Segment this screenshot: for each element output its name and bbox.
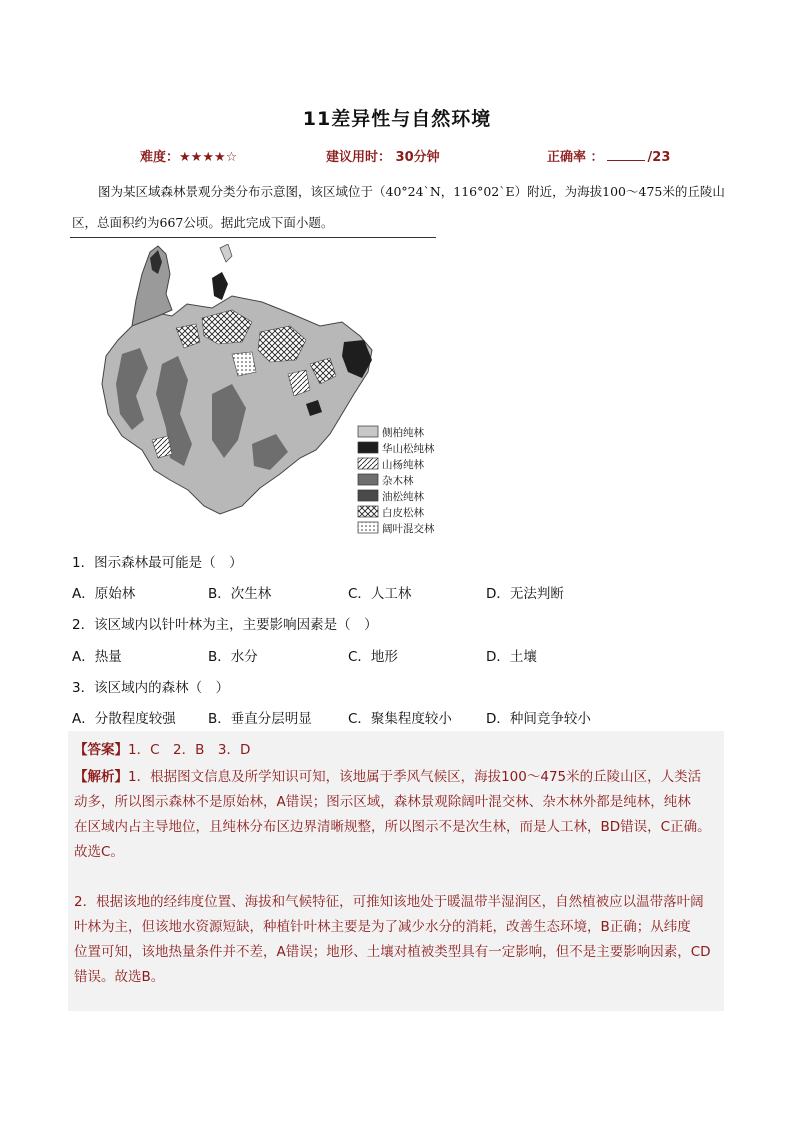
q1-option-d[interactable]: D．无法判断 <box>486 586 564 602</box>
analysis-p2-line-3: 位置可知，该地热量条件并不差，A错误；地形、土壤对植被类型具有一定影响，但不是主要影响因素，CD <box>74 944 711 960</box>
divider-line <box>70 237 436 238</box>
difficulty-stars: ★★★★☆ <box>179 150 238 165</box>
suggested-time-field <box>326 146 440 165</box>
q3-option-a[interactable]: A．分散程度较强 <box>72 711 176 727</box>
legend-swatch <box>358 442 378 453</box>
page-title: 11差异性与自然环境 <box>302 108 492 130</box>
accuracy-blank[interactable] <box>607 148 645 161</box>
answer-text: 1．C 2．B 3．D <box>128 742 251 758</box>
analysis-p2-line-2: 叶林为主，但该地水资源短缺，种植针叶林主要是为了减少水分的消耗，改善生态环境，B正确；从纬度 <box>74 919 691 935</box>
q2-option-a[interactable]: A．热量 <box>72 649 122 665</box>
time-label: 建议用时： <box>326 150 392 165</box>
legend-swatch <box>358 474 378 485</box>
analysis-paragraph-1 <box>74 765 724 865</box>
legend-label: 侧柏纯林 <box>382 427 424 439</box>
region-north-island <box>212 272 228 300</box>
analysis-p1-line-2: 动多，所以图示森林不是原始林，A错误；图示区域，森林景观除阔叶混交林、杂木林外都是纯林，纯林 <box>74 794 691 810</box>
legend-swatch <box>358 522 378 533</box>
analysis-p1-line-1: 1．根据图文信息及所学知识可知，该地属于季风气候区，海拔100～475米的丘陵山区，人类活 <box>128 769 702 785</box>
legend-swatch <box>358 458 378 469</box>
accuracy-field <box>547 146 670 165</box>
legend-swatch <box>358 426 378 437</box>
q1-option-a[interactable]: A．原始林 <box>72 586 136 602</box>
legend-label: 山杨纯林 <box>382 459 424 471</box>
analysis-label: 【解析】 <box>74 769 128 785</box>
q3-option-b[interactable]: B．垂直分层明显 <box>208 711 312 727</box>
question-1-stem: 1．图示森林最可能是（ ） <box>72 555 243 571</box>
q1-option-b[interactable]: B．次生林 <box>208 586 272 602</box>
answer-line <box>74 738 250 758</box>
legend-label: 阔叶混交林 <box>382 523 435 535</box>
answer-label: 【答案】 <box>74 742 128 758</box>
legend-swatch <box>358 506 378 517</box>
intro-paragraph <box>72 176 732 238</box>
time-value: 30分钟 <box>395 150 440 165</box>
intro-text: 图为某区域森林景观分类分布示意图，该区域位于（40°24`N，116°02`E）附近，为海拔100～475米的丘陵山区，总面积约为667公顷。据此完成下面小题。 <box>72 184 725 230</box>
map-legend <box>358 426 435 535</box>
q2-option-b[interactable]: B．水分 <box>208 649 258 665</box>
q2-option-d[interactable]: D．土壤 <box>486 649 537 665</box>
analysis-p1-line-4: 故选C。 <box>74 844 124 860</box>
legend-label: 油松纯林 <box>382 491 424 503</box>
question-2-stem: 2．该区域内以针叶林为主，主要影响因素是（ ） <box>72 617 378 633</box>
q3-option-d[interactable]: D．种间竞争较小 <box>486 711 591 727</box>
analysis-p2-line-1: 2．根据该地的经纬度位置、海拔和气候特征，可推知该地处于暖温带半湿润区，自然植被应以温带落叶阔 <box>74 894 704 910</box>
difficulty-field <box>140 146 237 165</box>
q3-option-c[interactable]: C．聚集程度较小 <box>348 711 452 727</box>
q1-option-c[interactable]: C．人工林 <box>348 586 412 602</box>
analysis-p1-line-3: 在区域内占主导地位，且纯林分布区边界清晰规整，所以图示不是次生林，而是人工林，BD错误，C正确。 <box>74 819 711 835</box>
region-north-isle2 <box>220 244 232 262</box>
question-3-stem: 3．该区域内的森林（ ） <box>72 680 230 696</box>
analysis-paragraph-2 <box>74 890 724 990</box>
difficulty-label: 难度： <box>140 150 180 165</box>
analysis-p2-line-4: 错误。故选B。 <box>74 969 165 985</box>
accuracy-label: 正确率 ： <box>547 150 604 165</box>
legend-label: 华山松纯林 <box>382 443 435 455</box>
q2-option-c[interactable]: C．地形 <box>348 649 398 665</box>
legend-label: 白皮松林 <box>382 507 424 519</box>
forest-distribution-map <box>92 244 452 536</box>
legend-swatch <box>358 490 378 501</box>
legend-label: 杂木林 <box>382 475 414 487</box>
accuracy-total: /23 <box>647 150 671 165</box>
